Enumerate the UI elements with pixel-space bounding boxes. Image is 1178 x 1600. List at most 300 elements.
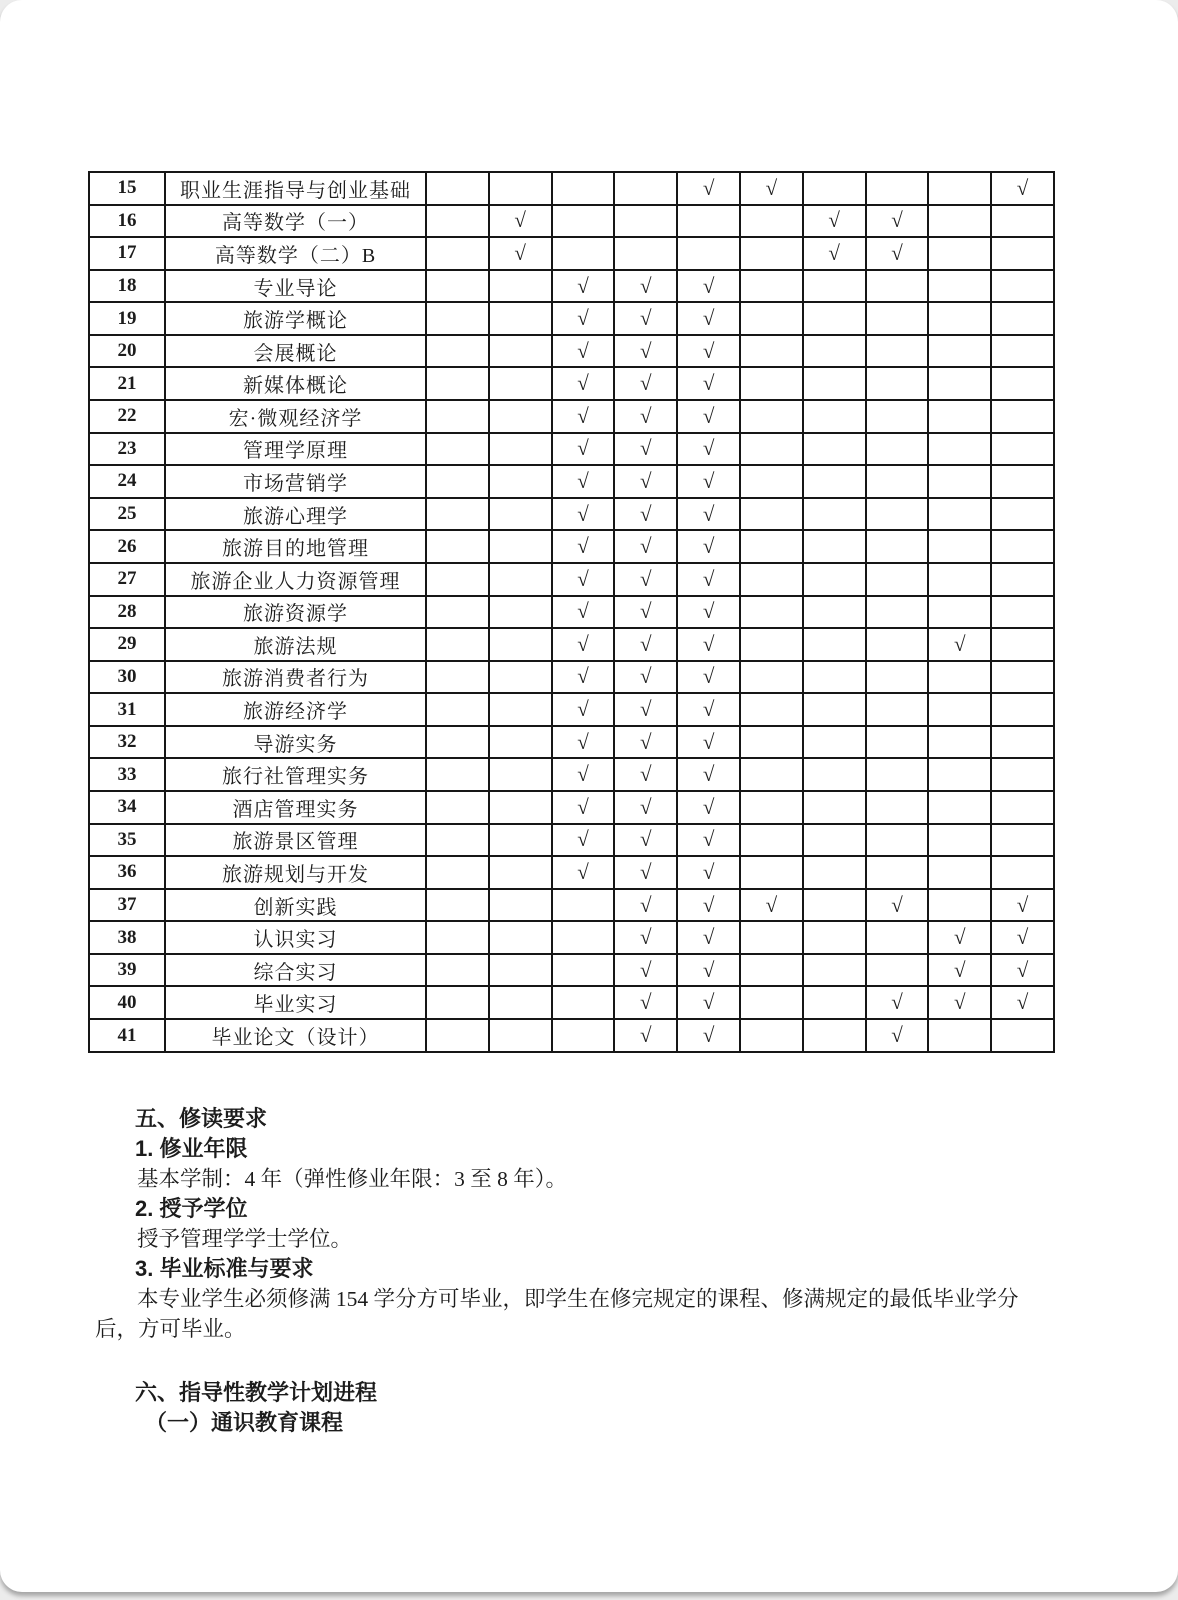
table-row [89,954,1054,987]
empty-cell [552,1019,615,1052]
empty-cell [866,661,929,694]
empty-cell [740,824,803,857]
course-number-cell: 19 [89,302,165,335]
course-number-cell: 36 [89,856,165,889]
empty-cell [991,856,1054,889]
check-cell: √ [614,921,677,954]
check-cell: √ [614,758,677,791]
empty-cell [489,270,552,303]
check-cell: √ [677,400,740,433]
check-cell: √ [928,628,991,661]
course-name-cell: 旅游资源学 [165,596,426,629]
check-cell: √ [552,367,615,400]
empty-cell [740,367,803,400]
table-row [89,498,1054,531]
empty-cell [803,563,866,596]
course-name-cell: 旅游景区管理 [165,824,426,857]
empty-cell [928,661,991,694]
empty-cell [928,302,991,335]
course-number-cell: 31 [89,693,165,726]
course-number-cell: 33 [89,758,165,791]
empty-cell [991,302,1054,335]
check-cell: √ [677,726,740,759]
empty-cell [552,172,615,205]
empty-cell [803,889,866,922]
check-cell: √ [928,954,991,987]
check-cell: √ [991,954,1054,987]
empty-cell [489,726,552,759]
course-number-cell: 34 [89,791,165,824]
table-row [89,791,1054,824]
empty-cell [740,791,803,824]
empty-cell [991,237,1054,270]
plan-section-title: 六、指导性教学计划进程 [135,1380,378,1405]
empty-cell [991,596,1054,629]
course-name-cell: 旅游学概论 [165,302,426,335]
check-cell: √ [677,172,740,205]
course-name-cell: 旅游企业人力资源管理 [165,563,426,596]
empty-cell [489,335,552,368]
check-cell: √ [552,465,615,498]
req-item-3-label: 3. 毕业标准与要求 [135,1256,314,1281]
empty-cell [803,400,866,433]
empty-cell [803,1019,866,1052]
empty-cell [426,693,489,726]
check-cell: √ [677,791,740,824]
check-cell: √ [866,889,929,922]
plan-section-subtitle: （一）通识教育课程 [145,1410,344,1435]
empty-cell [426,726,489,759]
course-number-cell: 35 [89,824,165,857]
table-row [89,693,1054,726]
table-row [89,661,1054,694]
course-number-cell: 41 [89,1019,165,1052]
empty-cell [677,205,740,238]
course-number-cell: 26 [89,530,165,563]
check-cell: √ [552,563,615,596]
empty-cell [803,791,866,824]
empty-cell [866,693,929,726]
requirements-section-title: 五、修读要求 [135,1106,268,1131]
check-cell: √ [552,498,615,531]
empty-cell [866,302,929,335]
check-cell: √ [677,433,740,466]
check-cell: √ [677,954,740,987]
course-name-cell: 旅游目的地管理 [165,530,426,563]
table-row [89,530,1054,563]
check-cell: √ [614,433,677,466]
empty-cell [740,661,803,694]
empty-cell [426,921,489,954]
course-number-cell: 20 [89,335,165,368]
course-number-cell: 15 [89,172,165,205]
course-name-cell: 酒店管理实务 [165,791,426,824]
empty-cell [740,758,803,791]
empty-cell [803,726,866,759]
empty-cell [552,237,615,270]
empty-cell [866,498,929,531]
check-cell: √ [677,270,740,303]
empty-cell [552,889,615,922]
table-row [89,205,1054,238]
table-row [89,596,1054,629]
check-cell: √ [677,596,740,629]
course-number-cell: 27 [89,563,165,596]
empty-cell [866,433,929,466]
check-cell: √ [803,237,866,270]
empty-cell [991,400,1054,433]
check-cell: √ [552,400,615,433]
course-number-cell: 28 [89,596,165,629]
empty-cell [426,954,489,987]
req-item-2-body: 授予管理学学士学位。 [137,1227,353,1251]
empty-cell [991,563,1054,596]
course-number-cell: 21 [89,367,165,400]
check-cell: √ [866,986,929,1019]
empty-cell [740,530,803,563]
empty-cell [426,986,489,1019]
empty-cell [866,628,929,661]
empty-cell [426,270,489,303]
table-row [89,400,1054,433]
empty-cell [426,465,489,498]
empty-cell [866,563,929,596]
check-cell: √ [552,302,615,335]
empty-cell [426,367,489,400]
check-cell: √ [677,302,740,335]
empty-cell [928,693,991,726]
check-cell: √ [740,172,803,205]
empty-cell [489,498,552,531]
empty-cell [740,856,803,889]
empty-cell [489,824,552,857]
empty-cell [803,172,866,205]
check-cell: √ [614,596,677,629]
course-name-cell: 职业生涯指导与创业基础 [165,172,426,205]
table-row [89,856,1054,889]
empty-cell [740,693,803,726]
course-name-cell: 毕业论文（设计） [165,1019,426,1052]
check-cell: √ [677,1019,740,1052]
empty-cell [426,856,489,889]
check-cell: √ [614,693,677,726]
course-name-cell: 创新实践 [165,889,426,922]
empty-cell [740,498,803,531]
table-row [89,563,1054,596]
empty-cell [740,628,803,661]
empty-cell [740,433,803,466]
check-cell: √ [552,596,615,629]
empty-cell [803,856,866,889]
empty-cell [614,237,677,270]
course-number-cell: 40 [89,986,165,1019]
check-cell: √ [489,205,552,238]
section-spacer [95,1344,1050,1378]
empty-cell [426,400,489,433]
course-name-cell: 旅游经济学 [165,693,426,726]
empty-cell [489,661,552,694]
empty-cell [740,335,803,368]
req-item-2-label: 2. 授予学位 [135,1196,248,1221]
empty-cell [866,335,929,368]
empty-cell [928,172,991,205]
empty-cell [991,1019,1054,1052]
empty-cell [803,498,866,531]
empty-cell [991,726,1054,759]
empty-cell [614,172,677,205]
course-name-cell: 专业导论 [165,270,426,303]
empty-cell [740,563,803,596]
empty-cell [489,693,552,726]
check-cell: √ [677,856,740,889]
check-cell: √ [991,172,1054,205]
check-cell: √ [552,270,615,303]
course-name-cell: 旅游心理学 [165,498,426,531]
check-cell: √ [614,726,677,759]
empty-cell [489,758,552,791]
empty-cell [928,596,991,629]
table-row [89,986,1054,1019]
empty-cell [803,954,866,987]
empty-cell [740,205,803,238]
empty-cell [803,335,866,368]
empty-cell [866,726,929,759]
empty-cell [866,367,929,400]
check-cell: √ [677,335,740,368]
req-item-1-body: 基本学制：4 年（弹性修业年限：3 至 8 年）。 [137,1167,568,1191]
empty-cell [489,563,552,596]
empty-cell [991,367,1054,400]
check-cell: √ [614,302,677,335]
check-cell: √ [614,465,677,498]
empty-cell [928,563,991,596]
empty-cell [803,433,866,466]
check-cell: √ [928,986,991,1019]
table-row [89,335,1054,368]
check-cell: √ [614,889,677,922]
check-cell: √ [552,758,615,791]
empty-cell [489,172,552,205]
course-name-cell: 会展概论 [165,335,426,368]
empty-cell [803,270,866,303]
check-cell: √ [614,270,677,303]
empty-cell [803,921,866,954]
empty-cell [552,205,615,238]
course-name-cell: 新媒体概论 [165,367,426,400]
empty-cell [426,498,489,531]
course-number-cell: 29 [89,628,165,661]
empty-cell [928,205,991,238]
empty-cell [991,628,1054,661]
empty-cell [552,921,615,954]
course-name-cell: 认识实习 [165,921,426,954]
empty-cell [426,791,489,824]
empty-cell [426,889,489,922]
empty-cell [991,824,1054,857]
check-cell: √ [677,563,740,596]
check-cell: √ [677,693,740,726]
empty-cell [489,628,552,661]
check-cell: √ [552,824,615,857]
check-cell: √ [991,986,1054,1019]
empty-cell [928,758,991,791]
course-number-cell: 18 [89,270,165,303]
check-cell: √ [740,889,803,922]
empty-cell [991,791,1054,824]
table-row [89,1019,1054,1052]
check-cell: √ [677,530,740,563]
check-cell: √ [614,661,677,694]
course-number-cell: 37 [89,889,165,922]
empty-cell [803,824,866,857]
empty-cell [803,367,866,400]
empty-cell [426,172,489,205]
empty-cell [866,596,929,629]
empty-cell [991,335,1054,368]
empty-cell [426,433,489,466]
empty-cell [928,465,991,498]
empty-cell [489,986,552,1019]
course-number-cell: 22 [89,400,165,433]
table-row [89,367,1054,400]
course-number-cell: 16 [89,205,165,238]
check-cell: √ [991,889,1054,922]
empty-cell [489,530,552,563]
check-cell: √ [803,205,866,238]
table-row [89,824,1054,857]
check-cell: √ [552,693,615,726]
empty-cell [426,824,489,857]
table-row [89,889,1054,922]
empty-cell [426,1019,489,1052]
course-check-table [88,171,1055,1053]
course-name-cell: 旅行社管理实务 [165,758,426,791]
empty-cell [928,889,991,922]
empty-cell [740,270,803,303]
table-row [89,237,1054,270]
check-cell: √ [552,726,615,759]
check-cell: √ [552,530,615,563]
empty-cell [489,954,552,987]
empty-cell [426,628,489,661]
empty-cell [928,824,991,857]
check-cell: √ [677,367,740,400]
check-cell: √ [614,1019,677,1052]
empty-cell [928,237,991,270]
empty-cell [803,596,866,629]
empty-cell [489,400,552,433]
course-number-cell: 38 [89,921,165,954]
empty-cell [426,758,489,791]
check-cell: √ [614,335,677,368]
empty-cell [991,433,1054,466]
empty-cell [552,986,615,1019]
table-row [89,270,1054,303]
empty-cell [489,921,552,954]
course-name-cell: 高等数学（一） [165,205,426,238]
empty-cell [803,628,866,661]
empty-cell [803,986,866,1019]
course-number-cell: 17 [89,237,165,270]
empty-cell [426,596,489,629]
check-cell: √ [614,791,677,824]
course-number-cell: 39 [89,954,165,987]
check-cell: √ [552,433,615,466]
empty-cell [489,433,552,466]
empty-cell [740,596,803,629]
empty-cell [928,367,991,400]
empty-cell [740,726,803,759]
empty-cell [489,889,552,922]
course-name-cell: 市场营销学 [165,465,426,498]
course-name-cell: 综合实习 [165,954,426,987]
empty-cell [991,465,1054,498]
empty-cell [991,270,1054,303]
empty-cell [740,954,803,987]
course-number-cell: 24 [89,465,165,498]
course-name-cell: 管理学原理 [165,433,426,466]
empty-cell [928,270,991,303]
check-cell: √ [677,986,740,1019]
empty-cell [552,954,615,987]
empty-cell [740,465,803,498]
course-number-cell: 30 [89,661,165,694]
empty-cell [991,530,1054,563]
empty-cell [803,758,866,791]
empty-cell [991,661,1054,694]
check-cell: √ [677,824,740,857]
table-row [89,302,1054,335]
check-cell: √ [677,465,740,498]
empty-cell [489,856,552,889]
course-name-cell: 毕业实习 [165,986,426,1019]
empty-cell [489,465,552,498]
empty-cell [866,954,929,987]
check-cell: √ [614,563,677,596]
empty-cell [991,205,1054,238]
check-cell: √ [552,661,615,694]
check-cell: √ [677,661,740,694]
empty-cell [866,921,929,954]
empty-cell [928,726,991,759]
empty-cell [740,1019,803,1052]
requirements-section [95,1104,1050,1438]
empty-cell [866,400,929,433]
table-row [89,628,1054,661]
check-cell: √ [614,856,677,889]
check-cell: √ [614,824,677,857]
empty-cell [426,661,489,694]
empty-cell [928,1019,991,1052]
empty-cell [489,791,552,824]
course-name-cell: 导游实务 [165,726,426,759]
check-cell: √ [614,367,677,400]
check-cell: √ [552,856,615,889]
check-cell: √ [614,400,677,433]
empty-cell [677,237,740,270]
empty-cell [803,661,866,694]
check-cell: √ [677,921,740,954]
empty-cell [866,856,929,889]
check-cell: √ [866,205,929,238]
empty-cell [426,530,489,563]
course-name-cell: 宏·微观经济学 [165,400,426,433]
check-cell: √ [614,498,677,531]
table-row [89,433,1054,466]
empty-cell [489,596,552,629]
check-cell: √ [677,628,740,661]
table-row [89,172,1054,205]
